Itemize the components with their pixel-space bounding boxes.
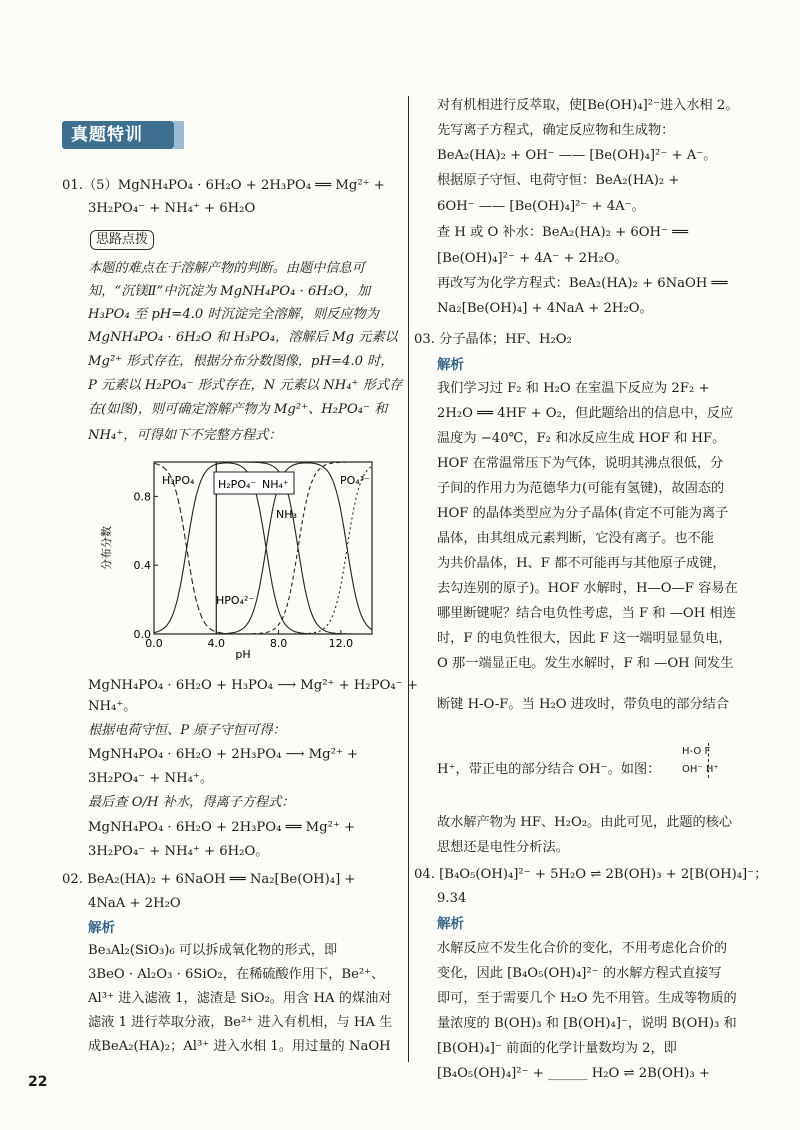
series-label-3: PO₄³⁻ — [340, 474, 370, 487]
right-heading-0: 解析 — [437, 357, 464, 373]
right-heading-1: 解析 — [437, 916, 464, 932]
banner-title: 真题特训 — [71, 125, 143, 145]
page-number: 22 — [28, 1074, 48, 1090]
bond-break-mark — [708, 743, 709, 778]
left-line-10: MgNH₄PO₄ · 6H₂O + H₃PO₄ ⟶ Mg²⁺ + H₂PO₄⁻ + — [88, 678, 418, 693]
left-line-22: Al³⁺ 进入滤液 1，滤渣是 SiO₂。用含 HA 的煤油对 — [88, 991, 392, 1006]
right-line-20: 时，F 的电负性很大，因此 F 这一端明显显负电， — [437, 631, 732, 646]
series-label-0: H₃PO₄ — [162, 474, 195, 487]
left-line-12: 根据电荷守恒、P 原子守恒可得： — [88, 723, 286, 738]
left-line-4: H₃PO₄ 至 pH=4.0 时沉淀完全溶解，则反应物为 — [88, 307, 379, 322]
x-tick-label-2: 8.0 — [269, 637, 288, 650]
left-line-20: Be₃Al₂(SiO₃)₆ 可以拆成氧化物的形式，即 — [88, 943, 338, 958]
hydrolysis-diagram-top: H-O F — [682, 746, 711, 757]
y-tick-label-2: 0.8 — [133, 490, 151, 504]
x-axis-label: pH — [235, 648, 251, 661]
section-banner — [62, 121, 174, 149]
right-line-15: HOF 的晶体类型应为分子晶体(肯定不可能为离子 — [437, 506, 729, 521]
right-line-19: 哪里断键呢？结合电负性考虑，当 F 和 —OH 相连 — [437, 606, 736, 621]
right-line-16: 晶体，由其组成元素判断，它没有离子。也不能 — [437, 531, 714, 546]
right-line-11: 2H₂O ══ 4HF + O₂，但此题给出的信息中，反应 — [437, 406, 734, 421]
distribution-chart — [96, 452, 386, 674]
right-line-23: H⁺，带正电的部分结合 OH⁻。如图： — [437, 762, 661, 777]
left-line-8: 在(如图)，则可确定溶解产物为 Mg²⁺、H₂PO₄⁻ 和 — [88, 402, 388, 417]
right-line-29: 变化，因此 [B₄O₅(OH)₄]²⁻ 的水解方程式直接写 — [437, 966, 722, 981]
left-heading: 解析 — [88, 920, 115, 936]
right-line-30: 即可，至于需要几个 H₂O 先不用管。生成等物质的 — [437, 991, 737, 1006]
x-tick-label-0: 0.0 — [145, 637, 163, 650]
right-line-27: 9.34 — [437, 891, 467, 906]
left-line-1: 3H₂PO₄⁻ + NH₄⁺ + 6H₂O — [88, 201, 256, 216]
right-line-14: 子间的作用力为范德华力(可能有氢键)，故固态的 — [437, 481, 725, 496]
thinking-badge: 思路点拨 — [90, 230, 154, 250]
right-line-22: 断键 H-O-F。当 H₂O 进攻时，带负电的部分结合 — [437, 697, 730, 712]
left-line-6: Mg²⁺ 形式存在，根据分布分数图像，pH=4.0 时， — [88, 354, 394, 369]
right-line-3: 根据原子守恒、电荷守恒：BeA₂(HA)₂ + — [437, 173, 680, 188]
right-line-25: 思想还是电性分析法。 — [437, 840, 569, 855]
right-line-9: 03. 分子晶体；HF、H₂O₂ — [414, 332, 572, 347]
right-line-26: 04. [B₄O₅(OH)₄]²⁻ + 5H₂O ⇌ 2B(OH)₃ + 2[B(OH)₄]⁻； — [414, 867, 768, 882]
legend-label-1: NH₄⁺ — [262, 478, 289, 491]
hydrolysis-diagram-bottom: OH⁻ H⁺ — [682, 764, 719, 775]
right-line-31: 量浓度的 B(OH)₃ 和 [B(OH)₄]⁻，说明 B(OH)₃ 和 — [437, 1016, 737, 1031]
series-label-2: HPO₄²⁻ — [216, 594, 255, 607]
left-line-23: 滤液 1 进行萃取分液，Be²⁺ 进入有机相，与 HA 生 — [88, 1015, 393, 1030]
column-divider — [408, 96, 409, 1062]
left-line-2: 本题的难点在于溶解产物的判断。由题中信息可 — [88, 261, 365, 276]
left-line-16: MgNH₄PO₄ · 6H₂O + 2H₃PO₄ ══ Mg²⁺ + — [88, 820, 356, 835]
right-line-18: 去勾连别的原子)。HOF 水解时，H—O—F 容易在 — [437, 581, 738, 596]
left-line-11: NH₄⁺。 — [88, 699, 137, 714]
right-line-24: 故水解产物为 HF、H₂O₂。由此可见，此题的核心 — [437, 815, 733, 830]
left-line-9: NH₄⁺，可得如下不完整方程式： — [88, 428, 282, 443]
left-line-24: 成BeA₂(HA)₂；Al³⁺ 进入水相 1。用过量的 NaOH — [88, 1039, 391, 1054]
right-line-4: 6OH⁻ —— [Be(OH)₄]²⁻ + 4A⁻。 — [437, 199, 645, 214]
right-line-32: [B(OH)₄]⁻ 前面的化学计量数均为 2，即 — [437, 1041, 677, 1056]
left-line-5: MgNH₄PO₄ · 6H₂O 和 H₃PO₄，溶解后 Mg 元素以 — [88, 330, 398, 345]
left-line-3: 知，“沉镁Ⅱ”中沉淀为 MgNH₄PO₄ · 6H₂O，加 — [88, 284, 371, 299]
right-line-7: 再改写为化学方程式：BeA₂(HA)₂ + 6NaOH ══ — [437, 276, 728, 291]
y-axis-label: 分布分数 — [100, 526, 113, 570]
x-tick-label-3: 12.0 — [328, 637, 354, 650]
right-line-12: 温度为 −40℃，F₂ 和冰反应生成 HOF 和 HF。 — [437, 431, 726, 446]
right-line-0: 对有机相进行反萃取，使[Be(OH)₄]²⁻进入水相 2。 — [437, 98, 739, 113]
right-line-10: 我们学习过 F₂ 和 H₂O 在室温下反应为 2F₂ + — [437, 381, 710, 396]
right-line-17: 为共价晶体，H、F 都不可能再与其他原子成键， — [437, 556, 726, 571]
left-line-14: 3H₂PO₄⁻ + NH₄⁺。 — [88, 771, 214, 786]
right-line-6: [Be(OH)₄]²⁻ + 4A⁻ + 2H₂O。 — [437, 251, 628, 266]
y-tick-label-1: 0.4 — [133, 559, 151, 573]
left-line-17: 3H₂PO₄⁻ + NH₄⁺ + 6H₂O。 — [88, 844, 269, 859]
left-line-15: 最后查 O/H 补水，得离子方程式： — [88, 795, 295, 810]
right-line-21: O 那一端显正电。发生水解时，F 和 —OH 间发生 — [437, 656, 734, 671]
left-line-21: 3BeO · Al₂O₃ · 6SiO₂，在稀硫酸作用下，Be²⁺、 — [88, 967, 385, 982]
right-line-1: 先写离子方程式，确定反应物和生成物： — [437, 123, 675, 138]
right-line-13: HOF 在常温常压下为气体，说明其沸点很低，分 — [437, 456, 724, 471]
series-label-5: NH₃ — [276, 508, 297, 521]
right-line-28: 水解反应不发生化合价的变化，不用考虑化合价的 — [437, 941, 728, 956]
right-line-33: [B₄O₅(OH)₄]²⁻ + ______ H₂O ⇌ 2B(OH)₃ + — [437, 1066, 710, 1081]
left-line-19: 4NaA + 2H₂O — [88, 896, 181, 911]
left-line-0: 01.（5）MgNH₄PO₄ · 6H₂O + 2H₃PO₄ ══ Mg²⁺ + — [62, 178, 385, 193]
legend-label-0: H₂PO₄⁻ — [218, 478, 257, 491]
y-tick-label-0: 0.0 — [133, 628, 151, 641]
x-tick-label-1: 4.0 — [207, 637, 226, 650]
left-line-13: MgNH₄PO₄ · 6H₂O + 2H₃PO₄ ⟶ Mg²⁺ + — [88, 747, 359, 762]
right-line-8: Na₂[Be(OH)₄] + 4NaA + 2H₂O。 — [437, 301, 653, 316]
right-line-5: 查 H 或 O 补水：BeA₂(HA)₂ + 6OH⁻ ══ — [437, 225, 689, 240]
left-line-18: 02. BeA₂(HA)₂ + 6NaOH ══ Na₂[Be(OH)₄] + — [62, 872, 356, 887]
left-line-7: P 元素以 H₂PO₄⁻ 形式存在，N 元素以 NH₄⁺ 形式存 — [88, 378, 403, 393]
right-line-2: BeA₂(HA)₂ + OH⁻ —— [Be(OH)₄]²⁻ + A⁻。 — [437, 148, 717, 163]
